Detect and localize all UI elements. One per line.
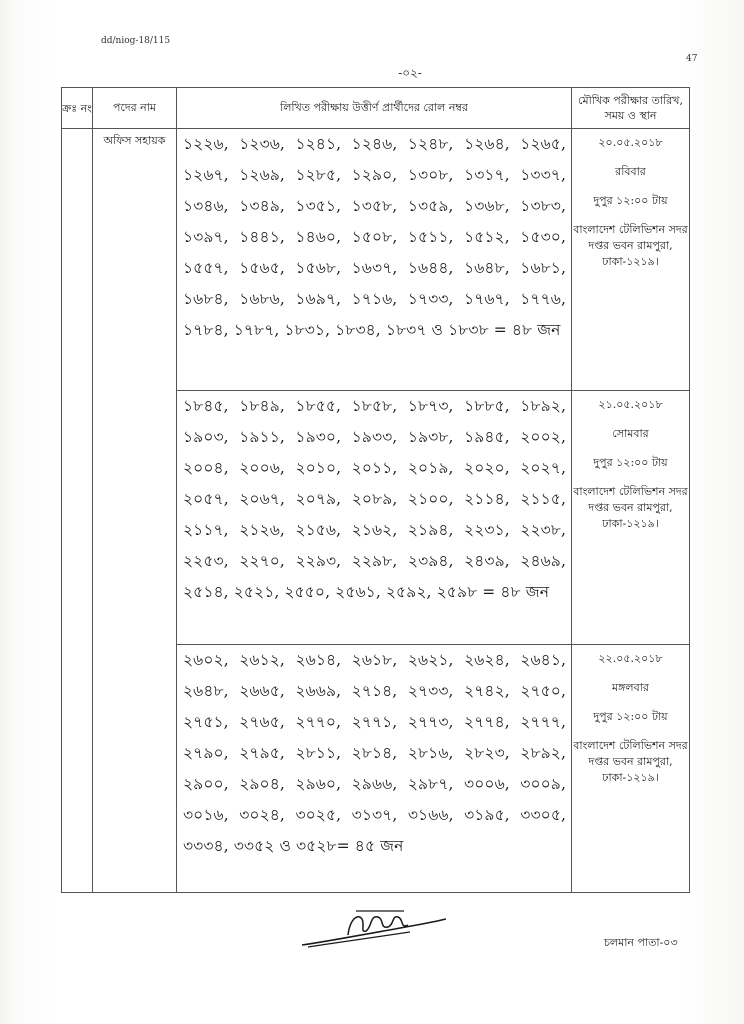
viva-time: দুপুর ১২:০০ টায় [593,194,668,207]
viva-info-cell [572,129,690,391]
page-number: 47 [686,54,698,64]
viva-time: দুপুর ১২:০০ টায় [593,710,668,723]
header-rolls: লিখিত পরীক্ষায় উত্তীর্ণ প্রার্থীদের রোল নম্বর [177,88,572,129]
viva-time: দুপুর ১২:০০ টায় [593,456,668,469]
viva-venue: বাংলাদেশ টেলিভিশন সদর দপ্তর ভবন রামপুরা, ঢাকা-১২১৯। [573,739,688,784]
viva-day: রবিবার [615,165,646,178]
page-mark: -০২- [398,66,422,80]
roll-numbers-cell: ১৮৪৫, ১৮৪৯, ১৮৫৫, ১৮৫৮, ১৮৭৩, ১৮৮৫, ১৮৯২, ১৯০৩, ১৯১১, ১৯৩০, ১৯৩৩, ১৯৩৮, ১৯৪৫, ২০০২, ২০০৪, ২০০৬, ২০১০, ২০১১, ২০১৯, ২০২০, ২০২৭, ২০৫৭, ২০৬৭, ২০৭৯, ২০৮৯, ২১০০, ২১১৪, ২১১৫, ২১১৭, ২১২৬, ২১৫৬, ২১৬২, ২১৯৪, ২২৩১, ২২৩৮, ২২৫৩, ২২৭০, ২২৯৩, ২২৯৮, ২৩৯৪, ২৪৩৯, ২৪৬৯, ২৫১৪, ২৫২১, ২৫৫০, ২৫৬১, ২৫৯২, ২৫৯৮ = ৪৮ জন [177,391,572,645]
viva-date: ২০.০৫.২০১৮ [598,136,663,149]
serial-cell [62,129,93,893]
viva-venue: বাংলাদেশ টেলিভিশন সদর দপ্তর ভবন রামপুরা, ঢাকা-১২১৯। [573,485,688,530]
viva-date: ২১.০৫.২০১৮ [598,398,663,411]
viva-venue: বাংলাদেশ টেলিভিশন সদর দপ্তর ভবন রামপুরা, ঢাকা-১২১৯। [573,223,688,268]
continued-page-note: চলমান পাতা-০৩ [604,936,678,949]
table-row [62,129,690,391]
roll-number-table [61,87,690,893]
roll-numbers-cell: ২৬০২, ২৬১২, ২৬১৪, ২৬১৮, ২৬২১, ২৬২৪, ২৬৪১, ২৬৪৮, ২৬৬৫, ২৬৬৯, ২৭১৪, ২৭৩৩, ২৭৪২, ২৭৫০, ২৭৫১, ২৭৬৫, ২৭৭০, ২৭৭১, ২৭৭৩, ২৭৭৪, ২৭৭৭, ২৭৯০, ২৭৯৫, ২৮১১, ২৮১৪, ২৮১৬, ২৮২৩, ২৮৯২, ২৯০০, ২৯০৪, ২৯৬০, ২৯৬৬, ২৯৮৭, ৩০০৬, ৩০০৯, ৩০১৬, ৩০২৪, ৩০২৫, ৩১৩৭, ৩১৬৬, ৩১৯৫, ৩৩০৫, ৩৩৩৪, ৩৩৫২ ও ৩৫২৮= ৪৫ জন [177,645,572,893]
viva-day: সোমবার [612,427,649,440]
document-reference: dd/niog-18/115 [101,36,171,46]
viva-day: মঙ্গলবার [612,681,649,694]
header-serial: ক্রঃ নং [62,88,93,129]
viva-info-cell [572,391,690,645]
roll-numbers-cell: ১২২৬, ১২৩৬, ১২৪১, ১২৪৬, ১২৪৮, ১২৬৪, ১২৬৫, ১২৬৭, ১২৬৯, ১২৮৫, ১২৯০, ১৩০৮, ১৩১৭, ১৩৩৭, ১৩৪৬, ১৩৪৯, ১৩৫১, ১৩৫৮, ১৩৫৯, ১৩৬৮, ১৩৮৩, ১৩৯৭, ১৪৪১, ১৪৬০, ১৫০৮, ১৫১১, ১৫১২, ১৫৩০, ১৫৫৭, ১৫৬৫, ১৫৬৮, ১৬৩৭, ১৬৪৪, ১৬৪৮, ১৬৮১, ১৬৮৪, ১৬৮৬, ১৬৯৭, ১৭১৬, ১৭৩৩, ১৭৬৭, ১৭৭৬, ১৭৮৪, ১৭৮৭, ১৮৩১, ১৮৩৪, ১৮৩৭ ও ১৮৩৮ = ৪৮ জন [177,129,572,391]
viva-info-cell [572,645,690,893]
header-post: পদের নাম [93,88,177,129]
signature-image [300,905,450,949]
table-header-row [62,88,690,129]
header-viva: মৌখিক পরীক্ষার তারিখ, সময় ও স্থান [572,88,690,129]
post-name-cell: অফিস সহায়ক [93,129,177,893]
viva-date: ২২.০৫.২০১৮ [598,652,663,665]
